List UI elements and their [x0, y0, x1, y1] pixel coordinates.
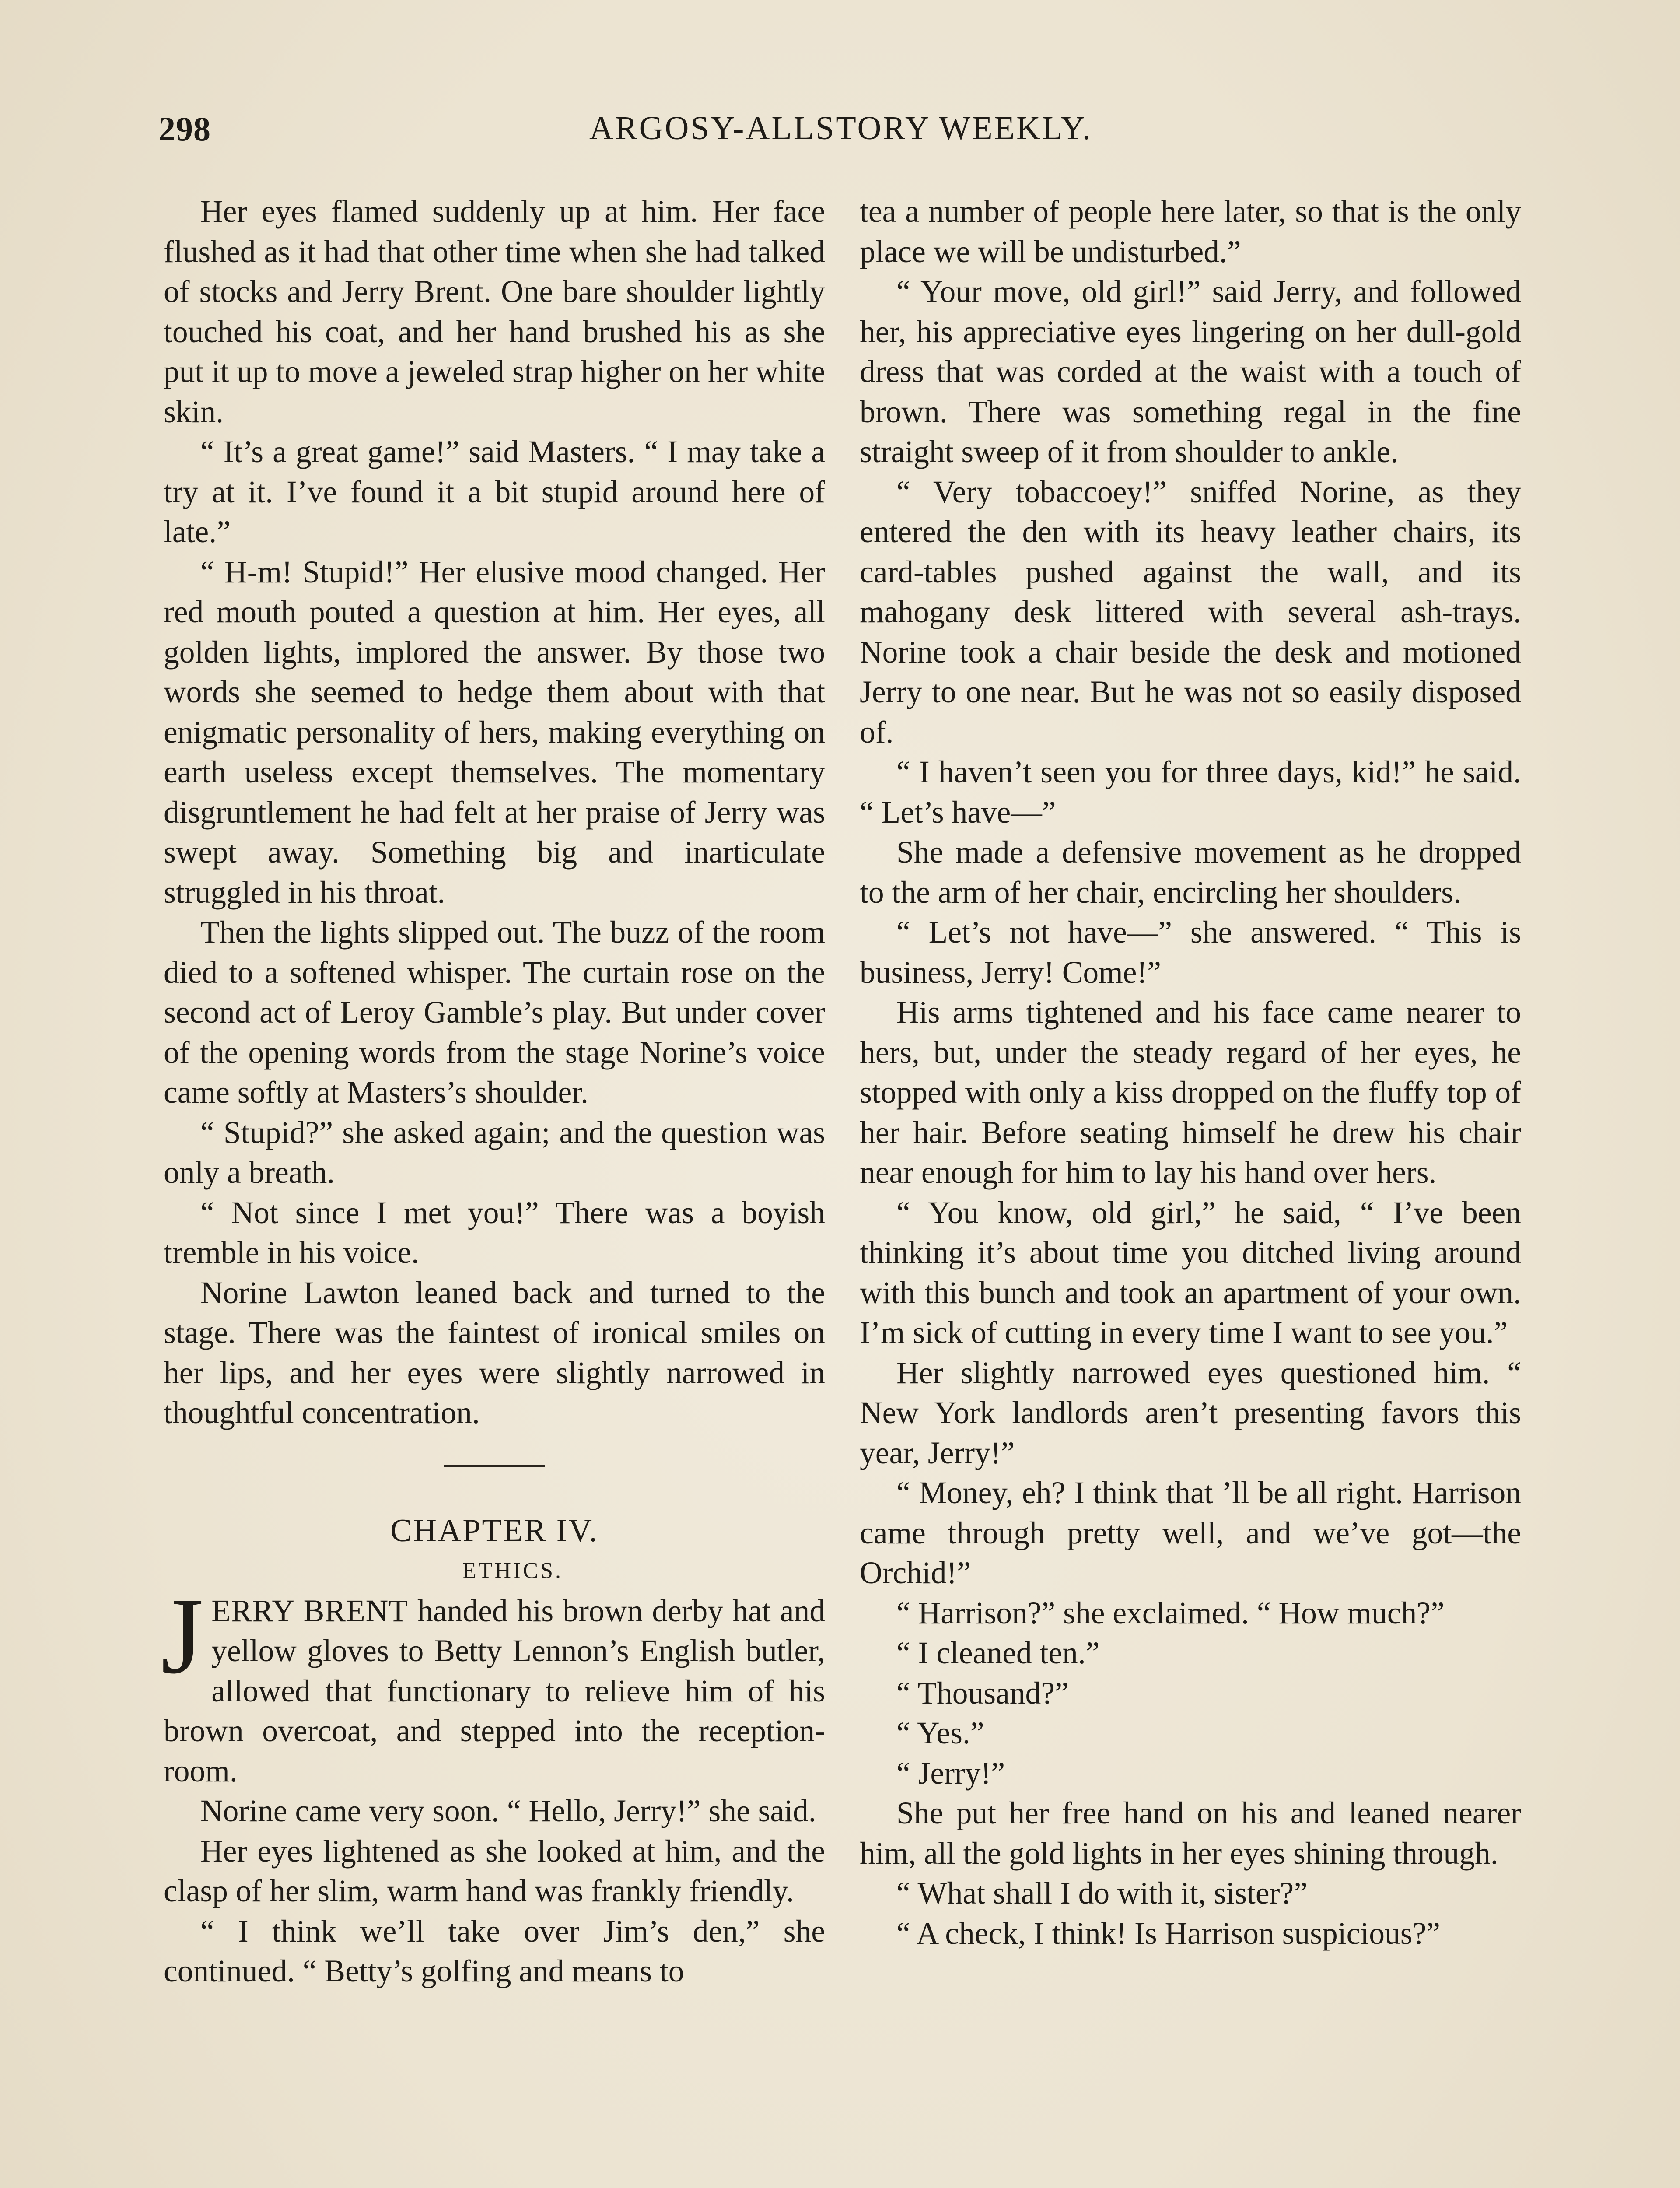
paragraph: “ It’s a great game!” said Masters. “ I may take a try at it. I’ve found it a bit stupid around here of late.”	[164, 435, 825, 549]
paragraph: Norine came very soon. “ Hello, Jerry!” she said.	[200, 1794, 816, 1828]
left-column	[161, 192, 825, 1992]
paragraph: Then the lights slipped out. The buzz of the room died to a softened whisper. The curtain rose on the second act of Leroy Gamble’s play. But under cover of the opening words from the stage Norine’s voice came softly at Masters’s shoulder.	[164, 915, 825, 1110]
continued-paragraph: tea a number of people here later, so that is the only place we will be undisturbed.”	[860, 194, 1521, 269]
paragraph: “ Yes.”	[896, 1716, 984, 1750]
paragraph: Her slightly narrowed eyes questioned him. “ New York landlords aren’t presenting favors this year, Jerry!”	[860, 1355, 1521, 1470]
paragraph: “ What shall I do with it, sister?”	[896, 1876, 1308, 1911]
paragraph: “ Your move, old girl!” said Jerry, and followed her, his appreciative eyes lingering on her dull-gold dress that was corded at the waist with a touch of brown. There was something regal in the fine straight sweep of it from shoulder to ankle.	[860, 274, 1521, 469]
running-title: ARGOSY-ALLSTORY WEEKLY.	[589, 110, 1092, 147]
paragraph: “ Not since I met you!” There was a boyish tremble in his voice.	[164, 1195, 825, 1270]
paragraph: His arms tightened and his face came nearer to hers, but, under the steady regard of her eyes, he stopped with only a kiss dropped on the fluffy top of her hair. Before seating himself he drew his chair near enough for him to lay his hand over hers.	[860, 995, 1521, 1190]
drop-cap: J	[161, 1575, 204, 1697]
paragraph: “ Thousand?”	[896, 1676, 1069, 1711]
paragraph: “ Jerry!”	[896, 1756, 1005, 1791]
chapter-subtitle: ETHICS.	[462, 1558, 563, 1583]
paragraph: “ I cleaned ten.”	[896, 1636, 1100, 1670]
page-header	[158, 109, 1523, 162]
paragraph: “ Stupid?” she asked again; and the question was only a breath.	[164, 1115, 825, 1190]
paragraph: Her eyes lightened as she looked at him, and the clasp of her slim, warm hand was frankly friendly.	[164, 1834, 825, 1908]
paragraph: “ A check, I think! Is Harrison suspicious?”	[896, 1916, 1441, 1951]
chapter-opening-paragraph	[161, 1575, 825, 1792]
page-number: 298	[158, 110, 211, 148]
opening-words: ERRY BRENT	[211, 1593, 408, 1628]
paragraph: She made a defensive movement as he dropped to the arm of her chair, encircling her shoulders.	[860, 835, 1521, 910]
paragraph: Norine Lawton leaned back and turned to the stage. There was the faintest of ironical smiles on her lips, and her eyes were slightly narrowed in thoughtful concentration.	[164, 1275, 825, 1430]
paragraph: “ I haven’t seen you for three days, kid!” he said. “ Let’s have—”	[860, 755, 1521, 830]
paragraph: “ Let’s not have—” she answered. “ This is business, Jerry! Come!”	[860, 915, 1521, 990]
paragraph: “ H-m! Stupid!” Her elusive mood changed. Her red mouth pouted a question at him. Her eyes, all golden lights, implored the answer. By those two words she seemed to hedge them about with that enigmatic personality of hers, making everything on earth useless except themselves. The momentary disgruntlement he had felt at her praise of Jerry was swept away. Something big and inarticulate struggled in his throat.	[164, 554, 825, 910]
paragraph: Her eyes flamed suddenly up at him. Her face flushed as it had that other time when she had talked of stocks and Jerry Brent. One bare shoulder lightly touched his coat, and her hand brushed his as she put it up to move a jeweled strap higher on her white skin.	[164, 194, 825, 429]
paragraph: “ Money, eh? I think that ’ll be all right. Harrison came through pretty well, and we’ve got—the Orchid!”	[860, 1476, 1521, 1590]
opening-text: handed his brown derby hat and yellow gloves to Betty Lennon’s English butler, allowed that functionary to relieve him of his brown overcoat, and stepped into the reception-room.	[164, 1593, 825, 1788]
section-separator	[444, 1465, 545, 1467]
right-column	[860, 192, 1521, 1953]
chapter-title: CHAPTER IV.	[390, 1512, 598, 1549]
paragraph: “ I think we’ll take over Jim’s den,” she continued. “ Betty’s golfing and means to	[164, 1914, 825, 1988]
paragraph: She put her free hand on his and leaned nearer him, all the gold lights in her eyes shining through.	[860, 1796, 1521, 1871]
paragraph: “ Harrison?” she exclaimed. “ How much?”	[896, 1595, 1445, 1630]
paragraph: “ Very tobaccoey!” sniffed Norine, as they entered the den with its heavy leather chairs, its card-tables pushed against the wall, and its mahogany desk littered with several ash-trays. Norine took a chair beside the desk and motioned Jerry to one near. But he was not so easily disposed of.	[860, 474, 1521, 750]
paragraph: “ You know, old girl,” he said, “ I’ve been thinking it’s about time you ditched living around with this bunch and took an apartment of your own. I’m sick of cutting in every time I want to see you.”	[860, 1195, 1521, 1350]
